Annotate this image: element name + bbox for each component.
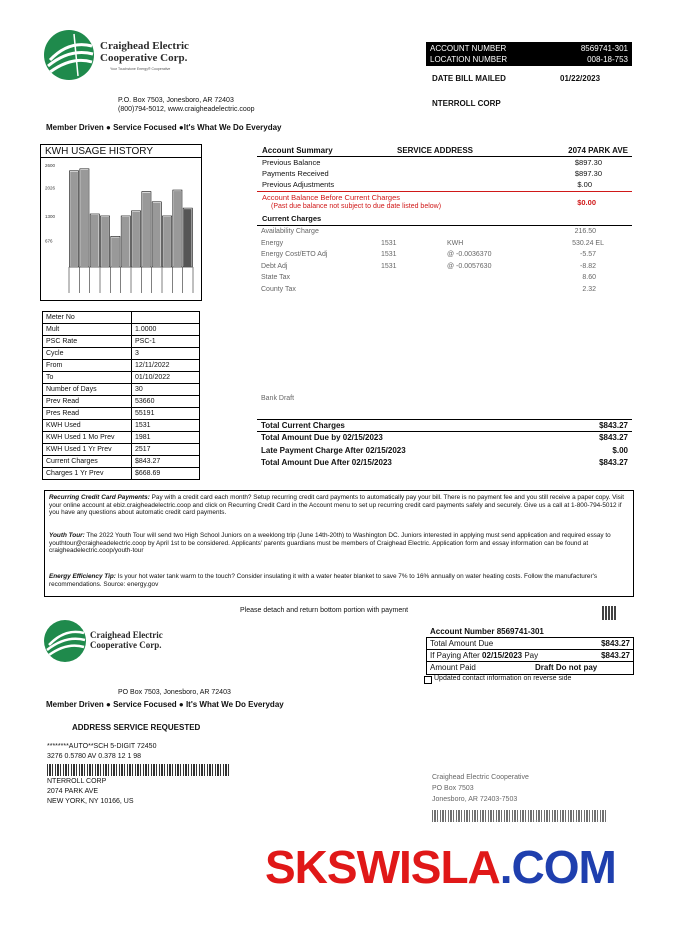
stub-logo: [44, 620, 184, 664]
youth-tour-title: Youth Tour:: [49, 532, 85, 539]
meter-row: [43, 312, 200, 324]
stub-account-label: Account Number 8569741-301: [430, 627, 544, 636]
meter-row-value: 1981: [132, 432, 200, 444]
messages-box: [44, 490, 634, 597]
meter-row: [43, 360, 200, 372]
total-value: $843.27: [599, 421, 628, 430]
meter-row: [43, 444, 200, 456]
y-tick-label: 676: [45, 238, 53, 244]
meter-row: [43, 324, 200, 336]
meter-row-label: PSC Rate: [43, 336, 132, 348]
meter-row-value: $843.27: [132, 456, 200, 468]
charge-amount: -8.82: [580, 262, 596, 270]
charge-label: Energy: [261, 239, 284, 247]
charge-qty: 1531: [381, 251, 397, 259]
stub-after-label: If Paying After 02/15/2023 Pay: [430, 651, 539, 660]
company-name-1: Craighead Electric: [100, 40, 189, 52]
company-name-2: Cooperative Corp.: [100, 52, 188, 64]
meter-row-label: Mult: [43, 324, 132, 336]
usage-bar-fill: [101, 217, 109, 267]
customer-line-2: 2074 PARK AVE: [47, 788, 99, 795]
meter-row: [43, 384, 200, 396]
payments: $897.30: [574, 169, 602, 178]
meter-row-value: $668.69: [132, 468, 200, 480]
remit-line-3: Jonesboro, AR 72403-7503: [432, 796, 518, 803]
usage-chart: [40, 144, 202, 301]
remit-line-1: Craighead Electric Cooperative: [432, 774, 529, 781]
service-address-heading: SERVICE ADDRESS: [397, 146, 474, 155]
account-number-label: ACCOUNT NUMBER: [430, 44, 507, 53]
chart-title: KWH USAGE HISTORY: [45, 146, 153, 157]
service-address: 2074 PARK AVE: [568, 146, 628, 155]
meter-row: [43, 408, 200, 420]
charge-qty: 1531: [381, 239, 397, 247]
meter-row: [43, 432, 200, 444]
usage-bar-fill: [81, 170, 89, 267]
meter-row: [43, 372, 200, 384]
charge-unit: KWH: [447, 239, 464, 247]
location-number-label: LOCATION NUMBER: [430, 55, 508, 64]
usage-bar-fill: [91, 215, 99, 267]
total-label: Total Current Charges: [261, 421, 345, 430]
stub-after: $843.27: [601, 651, 630, 660]
stub-after-date: 02/15/2023: [482, 651, 523, 660]
total-label: Late Payment Charge After 02/15/2023: [261, 445, 406, 455]
stub-account: 8569741-301: [496, 627, 544, 636]
account-box: [426, 42, 632, 66]
charge-amount: 216.50: [574, 228, 596, 235]
company-contact: (800)794-5012, www.craigheadelectric.coop: [118, 106, 255, 113]
date-mailed-label: DATE BILL MAILED: [432, 74, 506, 83]
meter-row-value: 1.0000: [132, 324, 200, 336]
credit-card-title: Recurring Credit Card Payments:: [49, 494, 150, 501]
meter-row-label: Current Charges: [43, 456, 132, 468]
bank-draft: Bank Draft: [261, 395, 295, 402]
stub-motto: Member Driven ● Service Focused ● It's What We Do Everyday: [46, 700, 284, 709]
meter-row-value: 30: [132, 384, 200, 396]
detach-note: Please detach and return bottom portion with payment: [240, 607, 409, 614]
charge-amount: 8.60: [582, 274, 596, 282]
payments-label: Payments Received: [262, 169, 329, 178]
customer-line-3: NEW YORK, NY 10166, US: [47, 798, 134, 805]
usage-bar-fill: [163, 217, 171, 267]
mail-line-2: 3276 0.5780 AV 0.378 12 1 98: [47, 753, 142, 760]
energy-tip-text: Is your hot water tank warm to the touch? Consider insulating it with a water heater blanket to save 7% to 16% annually on water heating costs. Follow the manufacturer's recommendations. Source: energy.gov: [49, 573, 598, 588]
mail-line-1: ********AUTO**SCH 5-DIGIT 72450: [47, 743, 157, 750]
charge-label: Energy Cost/ETO Adj: [261, 251, 328, 259]
company-logo: [44, 30, 204, 82]
qr-code-icon: [602, 606, 616, 620]
message-credit-card: [49, 494, 627, 517]
date-mailed: 01/22/2023: [560, 74, 601, 83]
company-address: P.O. Box 7503, Jonesboro, AR 72403: [118, 97, 234, 104]
meter-row-label: KWH Used: [43, 420, 132, 432]
logo-icon: [44, 30, 94, 80]
remit-barcode: [432, 810, 608, 822]
meter-row-value: 55191: [132, 408, 200, 420]
balance-label: Account Balance Before Current Charges: [262, 193, 400, 202]
total-label: Total Amount Due After 02/15/2023: [261, 458, 392, 468]
stub-draft: Draft Do not pay: [535, 663, 598, 672]
meter-row: [43, 420, 200, 432]
charge-qty: 1531: [381, 262, 397, 270]
meter-row: [43, 348, 200, 360]
charge-unit: @ -0.0036370: [447, 251, 492, 259]
credit-card-text: Pay with a credit card each month? Setup recurring credit card payments to automatically pay your bill. There is no payment fee and you still receive a paper copy. Visit your online account at ebiz.craigheadelectric.coop and click on Recurring Credit Card in the Account menu to set up recurring credit card payments safely and securely. Give us a call at 1-800-794-5012 if you have any questions about automatic credit card payments.: [49, 494, 625, 517]
customer-line-1: NTERROLL CORP: [47, 778, 107, 785]
meter-row-label: Pres Read: [43, 408, 132, 420]
stub-paid-label: Amount Paid: [430, 663, 476, 672]
postal-barcode: [47, 764, 229, 776]
usage-bar-fill: [112, 237, 120, 267]
meter-row: [43, 468, 200, 480]
meter-row-value: PSC-1: [132, 336, 200, 348]
stub-company-name-1: Craighead Electric: [90, 630, 163, 640]
company-tagline: Your Touchstone Energy® Cooperative: [110, 67, 171, 71]
update-label: Updated contact information on reverse side: [434, 675, 572, 682]
message-youth-tour: [49, 532, 627, 555]
meter-row-value: 1531: [132, 420, 200, 432]
stub-logo-icon: [44, 620, 86, 662]
charge-label: Debt Adj: [261, 262, 288, 270]
usage-bar-fill: [174, 191, 182, 267]
meter-table: [42, 311, 200, 480]
charge-unit: @ -0.0057630: [447, 262, 492, 270]
update-checkbox[interactable]: [424, 676, 432, 684]
charge-amount: 530.24 EL: [572, 239, 604, 247]
total-value: $.00: [612, 445, 628, 455]
meter-row-value: 3: [132, 348, 200, 360]
usage-bar-fill: [132, 212, 140, 267]
adjust: $.00: [577, 180, 592, 189]
message-energy-tip: [49, 573, 627, 588]
meter-row-label: From: [43, 360, 132, 372]
charge-amount: 2.32: [582, 286, 596, 293]
meter-row-label: Meter No: [43, 312, 132, 324]
meter-row-label: KWH Used 1 Mo Prev: [43, 432, 132, 444]
balance-note: (Past due balance not subject to due date listed below): [271, 203, 442, 210]
meter-row-label: Prev Read: [43, 396, 132, 408]
usage-bar-fill: [122, 217, 130, 267]
meter-row-label: KWH Used 1 Yr Prev: [43, 444, 132, 456]
usage-bar-fill: [153, 203, 161, 267]
meter-row-value: 12/11/2022: [132, 360, 200, 372]
total-label: Total Amount Due by 02/15/2023: [261, 433, 383, 443]
adjust-label: Previous Adjustments: [262, 180, 335, 189]
y-tick-label: 1300: [45, 213, 56, 219]
total-value: $843.27: [599, 458, 628, 468]
usage-bar-fill: [143, 193, 151, 267]
stub-amount-box: [426, 637, 634, 675]
y-tick-label: 2600: [45, 162, 56, 168]
total-value: $843.27: [599, 433, 628, 443]
meter-row-label: Cycle: [43, 348, 132, 360]
account-number: 8569741-301: [580, 44, 628, 53]
meter-row-label: Charges 1 Yr Prev: [43, 468, 132, 480]
prev-balance: $897.30: [574, 158, 602, 167]
meter-row-label: Number of Days: [43, 384, 132, 396]
energy-tip-title: Energy Efficiency Tip:: [49, 573, 116, 580]
watermark: [265, 840, 616, 894]
meter-row-label: To: [43, 372, 132, 384]
charge-label: County Tax: [261, 286, 296, 293]
stub-address: PO Box 7503, Jonesboro, AR 72403: [118, 689, 231, 696]
meter-row: [43, 456, 200, 468]
location-number: 008-18-753: [587, 55, 628, 64]
meter-row-value: 2517: [132, 444, 200, 456]
meter-row: [43, 396, 200, 408]
watermark-part-2: .COM: [499, 841, 616, 893]
stub-due: $843.27: [601, 639, 630, 648]
usage-bar-fill: [70, 172, 78, 267]
charge-label: State Tax: [261, 274, 291, 282]
meter-row: [43, 336, 200, 348]
watermark-part-1: SKSWISLA: [265, 841, 500, 893]
charge-label: Availability Charge: [261, 228, 319, 235]
current-charges-heading: Current Charges: [262, 214, 322, 223]
remit-line-2: PO Box 7503: [432, 785, 474, 792]
prev-balance-label: Previous Balance: [262, 158, 321, 167]
y-tick-label: 2026: [45, 185, 56, 191]
account-summary: [257, 146, 632, 468]
address-service-requested: ADDRESS SERVICE REQUESTED: [72, 723, 201, 732]
summary-heading: Account Summary: [262, 146, 333, 155]
company-motto: Member Driven ● Service Focused ●It's What We Do Everyday: [46, 123, 282, 132]
usage-bar-fill: [184, 209, 192, 267]
stub-company-name-2: Cooperative Corp.: [90, 640, 162, 650]
balance: $0.00: [577, 198, 596, 207]
usage-bars: [41, 157, 201, 300]
customer-name: NTERROLL CORP: [432, 99, 501, 108]
charge-amount: -5.57: [580, 251, 596, 259]
youth-tour-text: The 2022 Youth Tour will send two High School Juniors on a weeklong trip (June 14th-20th) to Washington DC. Juniors interested in applying must send application and required essay to youthtour@craigheadelectric.coop by April 1st to be considered. Applicants' parents guardians must be members of Craighead Electric. Application form and essay information can be found at craigheadelectric.coop/youth-tour: [49, 532, 611, 555]
meter-row-value: 01/10/2022: [132, 372, 200, 384]
stub-due-label: Total Amount Due: [430, 639, 494, 648]
meter-row-value: 53660: [132, 396, 200, 408]
meter-row-value: [132, 312, 200, 324]
